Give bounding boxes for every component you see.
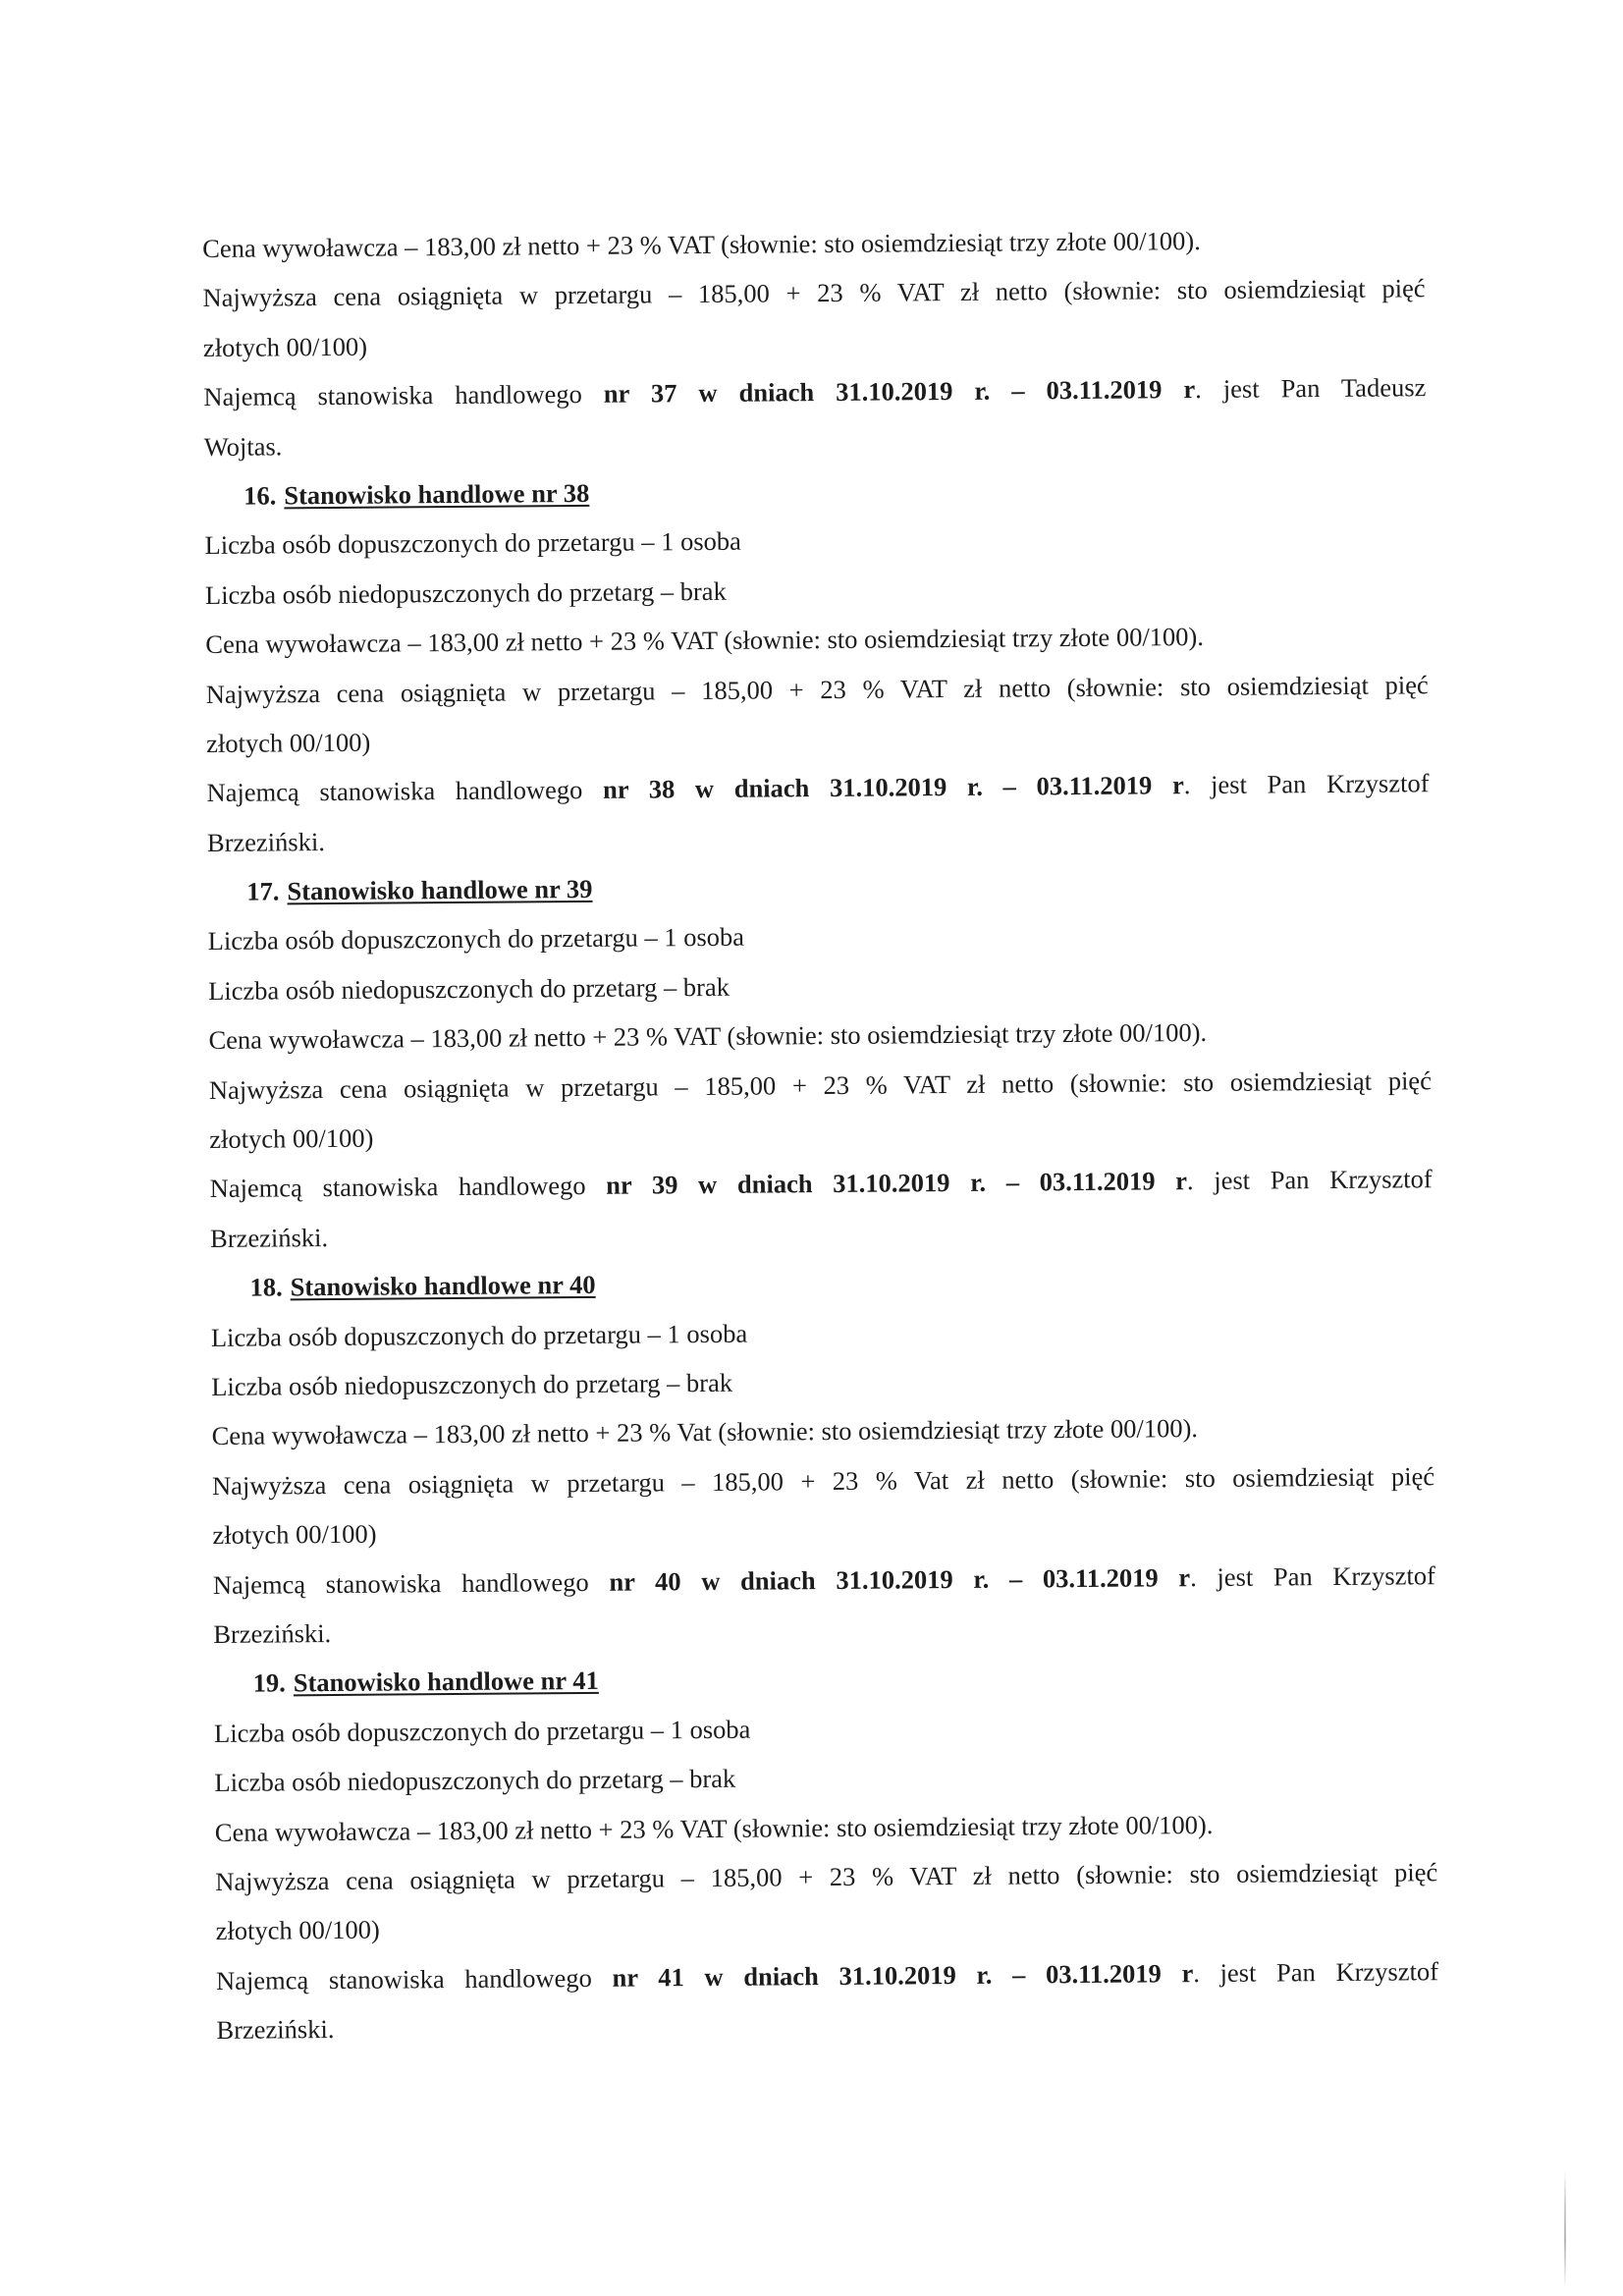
- najemca-suffix: . jest Pan Krzysztof: [1186, 1164, 1433, 1196]
- najemca-bold-text: nr 40 w dniach 31.10.2019 r. – 03.11.2019 r: [609, 1561, 1191, 1597]
- najwyzsza-cont-line: złotych 00/100): [215, 1914, 380, 1946]
- najemca-bold-text: nr 37 w dniach 31.10.2019 r. – 03.11.2019 r: [603, 374, 1196, 409]
- dopuszczonych-line: Liczba osób dopuszczonych do przetargu – 1 osoba: [207, 922, 745, 957]
- niedopuszczonych-line: Liczba osób niedopuszczonych do przetarg – brak: [214, 1763, 736, 1798]
- najemca-prefix: Najemcą stanowiska handlowego: [206, 775, 604, 808]
- najemca-suffix: . jest Pan Krzysztof: [1189, 1559, 1435, 1592]
- najemca-cont-line: Brzeziński.: [213, 1617, 332, 1649]
- section-title: Stanowisko handlowe nr 40: [290, 1270, 596, 1302]
- section-number: 16.: [243, 480, 277, 511]
- section-number: 18.: [249, 1272, 283, 1302]
- niedopuszczonych-line: Liczba osób niedopuszczonych do przetarg – brak: [208, 971, 730, 1006]
- najemca-cont-line: Brzeziński.: [209, 1222, 329, 1253]
- najemca-prefix: Najemcą stanowiska handlowego: [212, 1566, 610, 1600]
- intro-najemca-line: [203, 362, 1426, 421]
- cena-line: Cena wywoławcza – 183,00 zł netto + 23 % VAT (słownie: sto osiemdziesiąt trzy złote 00/100).: [208, 1017, 1208, 1056]
- cena-line: Cena wywoławcza – 183,00 zł netto + 23 % VAT (słownie: sto osiemdziesiąt trzy złote 00/100).: [214, 1809, 1214, 1847]
- najemca-suffix: . jest Pan Krzysztof: [1183, 768, 1430, 800]
- dopuszczonych-line: Liczba osób dopuszczonych do przetargu – 1 osoba: [213, 1714, 751, 1748]
- najwyzsza-line: Najwyższa cena osiągnięta w przetargu – 185,00 + 23 % VAT zł netto (słownie: sto osiemdziesiąt pięć: [205, 669, 1429, 709]
- section-title: Stanowisko handlowe nr 38: [284, 477, 590, 511]
- section-title: Stanowisko handlowe nr 41: [293, 1666, 599, 1698]
- najemca-prefix: Najemcą stanowiska handlowego: [203, 378, 604, 412]
- najwyzsza-cont-line: złotych 00/100): [209, 1122, 374, 1155]
- najemca-line: [213, 1551, 1435, 1610]
- najemca-suffix: . jest Pan Tadeusz: [1195, 372, 1427, 405]
- intro-najwyzsza-cont-line: złotych 00/100): [202, 331, 368, 362]
- najemca-cont-line: Brzeziński.: [216, 2014, 335, 2046]
- scan-edge-mark: [1564, 2170, 1566, 2288]
- section-number: 17.: [246, 876, 280, 906]
- intro-najemca-cont-line: Wojtas.: [203, 430, 283, 462]
- najemca-bold-text: nr 41 w dniach 31.10.2019 r. – 03.11.2019 r: [612, 1957, 1194, 1993]
- najemca-line: [216, 1946, 1438, 2005]
- najwyzsza-cont-line: złotych 00/100): [206, 727, 371, 758]
- intro-cena-line: Cena wywoławcza – 183,00 zł netto + 23 % VAT (słownie: sto osiemdziesiąt trzy złote 00/100).: [202, 226, 1201, 263]
- najemca-prefix: Najemcą stanowiska handlowego: [215, 1962, 613, 1995]
- intro-najwyzsza-line: Najwyższa cena osiągnięta w przetargu – 185,00 + 23 % VAT zł netto (słownie: sto osiemdziesiąt pięć: [202, 273, 1426, 313]
- najemca-line: [210, 1155, 1433, 1214]
- najemca-bold-text: nr 38 w dniach 31.10.2019 r. – 03.11.2019 r: [602, 770, 1184, 805]
- cena-line: Cena wywoławcza – 183,00 zł netto + 23 % VAT (słownie: sto osiemdziesiąt trzy złote 00/100).: [205, 622, 1205, 660]
- najwyzsza-line: Najwyższa cena osiągnięta w przetargu – 185,00 + 23 % VAT zł netto (słownie: sto osiemdziesiąt pięć: [215, 1857, 1438, 1896]
- section-number: 19.: [252, 1667, 286, 1698]
- najemca-cont-line: Brzeziński.: [206, 826, 326, 857]
- najemca-suffix: . jest Pan Krzysztof: [1193, 1955, 1439, 1988]
- niedopuszczonych-line: Liczba osób niedopuszczonych do przetarg – brak: [204, 575, 727, 610]
- najemca-line: [206, 759, 1429, 818]
- najemca-prefix: Najemcą stanowiska handlowego: [209, 1171, 607, 1204]
- najwyzsza-line: Najwyższa cena osiągnięta w przetargu – 185,00 + 23 % VAT zł netto (słownie: sto osiemdziesiąt pięć: [208, 1065, 1433, 1105]
- niedopuszczonych-line: Liczba osób niedopuszczonych do przetarg – brak: [211, 1367, 733, 1401]
- section-title: Stanowisko handlowe nr 39: [287, 873, 593, 906]
- najwyzsza-line: Najwyższa cena osiągnięta w przetargu – 185,00 + 23 % Vat zł netto (słownie: sto osiemdziesiąt pięć: [211, 1460, 1435, 1501]
- document-body: [202, 214, 1439, 2054]
- dopuszczonych-line: Liczba osób dopuszczonych do przetargu – 1 osoba: [210, 1318, 748, 1352]
- najemca-bold-text: nr 39 w dniach 31.10.2019 r. – 03.11.2019 r: [606, 1166, 1188, 1201]
- cena-line: Cena wywoławcza – 183,00 zł netto + 23 % Vat (słownie: sto osiemdziesiąt trzy złote 00/100).: [211, 1413, 1199, 1451]
- dopuszczonych-line: Liczba osób dopuszczonych do przetargu – 1 osoba: [204, 526, 741, 561]
- najwyzsza-cont-line: złotych 00/100): [212, 1518, 377, 1551]
